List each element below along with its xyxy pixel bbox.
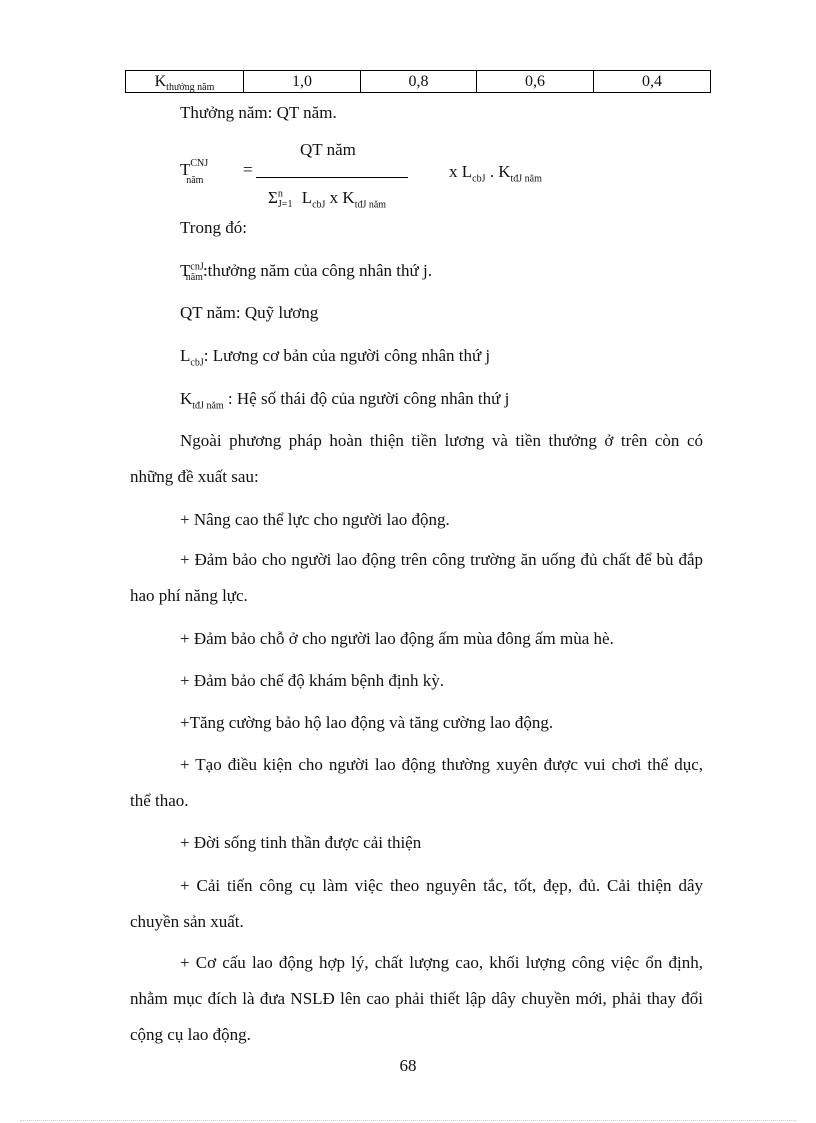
- page-number: 68: [399, 1056, 417, 1075]
- table-cell-label: $K_{thưởng năm}$: [126, 71, 244, 93]
- definition-attitude: $K_{tđJ năm}$ : Hệ số thái độ của người công nhân thứ j: [180, 389, 510, 412]
- intro-paragraph: Ngoài phương pháp hoàn thiện tiền lương và tiền thưởng ở trên còn có những đề xuất sau:: [130, 431, 703, 486]
- table-cell: 0,4: [594, 71, 711, 93]
- table-row: [126, 71, 711, 93]
- fraction-bar: [256, 177, 408, 178]
- formula-multiplier: x $L_{cbJ}$ . $K_{tđJ năm}$: [449, 162, 542, 185]
- table-cell: 1,0: [244, 71, 361, 93]
- formula-lhs: $T^{CNJ}_{năm}$: [180, 158, 209, 187]
- definition-base-salary: $L_{cbJ}$: Lương cơ bản của người công nhân thứ j: [180, 346, 491, 369]
- list-item: + Cải tiến công cụ làm việc theo nguyên tắc, tốt, đẹp, đủ. Cải thiện dây chuyền sản xuất.: [130, 876, 703, 931]
- table-cell: 0,8: [361, 71, 477, 93]
- bonus-line: Thưởng năm: QT năm.: [180, 103, 337, 122]
- list-item: + Cơ cấu lao động hợp lý, chất lượng cao, khối lượng công việc ổn định, nhằm mục đích là đưa NSLĐ lên cao phải thiết lập dây chuyền mới, phải thay đổi cộng cụ lao động.: [130, 953, 703, 1044]
- list-item: + Đảm bảo chỗ ở cho người lao động ấm mùa đông ấm mùa hè.: [180, 629, 614, 648]
- list-item: + Đời sống tinh thần được cải thiện: [180, 833, 422, 852]
- list-item: + Đảm bảo chế độ khám bệnh định kỳ.: [180, 671, 445, 690]
- page-bottom-divider: [20, 1120, 796, 1121]
- list-item: + Tạo điều kiện cho người lao động thường xuyên được vui chơi thể dục, thể thao.: [130, 755, 703, 810]
- list-item: + Đảm bảo cho người lao động trên công trường ăn uống đủ chất để bù đắp hao phí năng lực.: [130, 550, 703, 605]
- where-label: Trong đó:: [180, 218, 247, 237]
- list-item: + Nâng cao thể lực cho người lao động.: [180, 510, 450, 529]
- formula-equals: =: [243, 160, 253, 179]
- coefficient-table: [125, 70, 711, 93]
- definition-fund: QT năm: Quỹ lương: [180, 303, 319, 322]
- formula-denominator: $\Sigma^n_{J=1}$ $L_{cbJ}$ x $K_{tđJ năm}$: [268, 188, 387, 211]
- table-cell: 0,6: [477, 71, 594, 93]
- definition-bonus: $T^{cnJ}_{năm}:thưởng$ năm của công nhân thứ j.: [180, 261, 432, 284]
- list-item: +Tăng cường bảo hộ lao động và tăng cường lao động.: [180, 713, 554, 732]
- formula-numerator: QT năm: [300, 140, 356, 159]
